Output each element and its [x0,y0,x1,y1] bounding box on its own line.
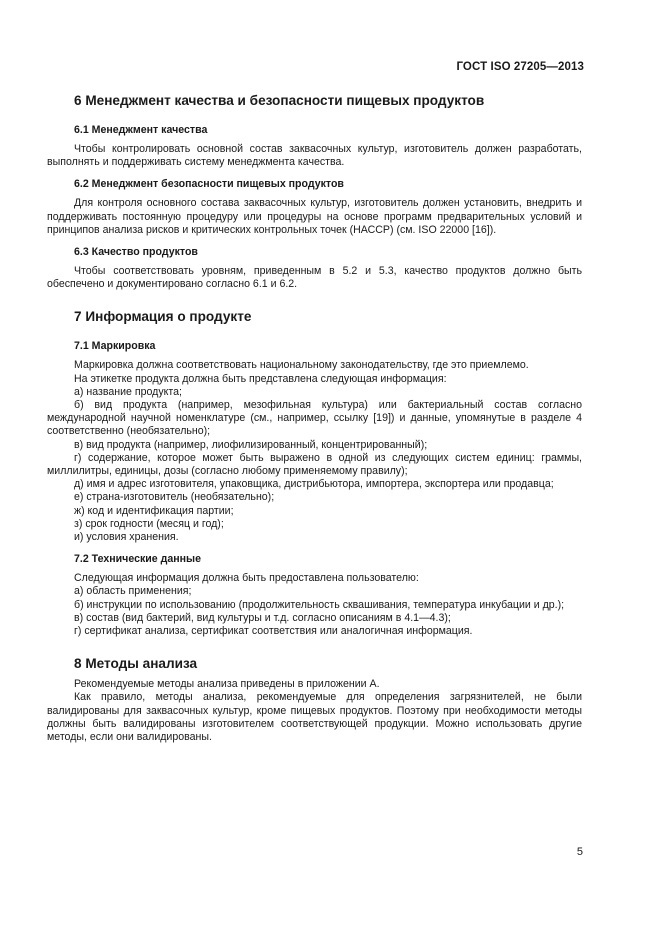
list-item: з) срок годности (месяц и год); [74,517,224,530]
list-item: б) вид продукта (например, мезофильная культура) или бактериальный состав согласно международной научной номенклатуре (см., например, ссылку [19]) и данные, упомянутые в разделе 4 соответственно (необязательно); [47,399,582,438]
list-item: г) сертификат анализа, сертификат соответствия или аналогичная информация. [74,625,473,638]
page-number: 5 [576,846,583,858]
list-item: Следующая информация должна быть предоставлена пользователю: [74,572,419,585]
section-8-title: 8 Методы анализа [74,656,198,672]
list-item: д) имя и адрес изготовителя, упаковщика, дистрибьютора, импортера, экспортера или продавца; [74,478,554,491]
list-item: Маркировка должна соответствовать национальному законодательству, где это приемлемо. [74,359,529,372]
list-item: а) область применения; [74,585,192,598]
paragraph: Как правило, методы анализа, рекомендуемые для определения загрязнителей, не были валидированы для заквасочных культур, кроме пищевых продуктов. Поэтому при необходимости методы должны быть валидированы изготовителем соответствующей продукции. Можно использовать другие методы, если они валидированы. [47,691,582,744]
list-item: На этикетке продукта должна быть представлена следующая информация: [74,372,447,385]
section-6-3-text: Чтобы соответствовать уровням, приведенным в 5.2 и 5.3, качество продуктов должно быть обеспечено и документировано согласно 6.1 и 6.2. [47,265,582,291]
list-item: г) содержание, которое может быть выражено в одной из следующих систем единиц: граммы, миллилитры, единицы, дозы (согласно любому применяемому правилу); [47,451,582,478]
paragraph: Рекомендуемые методы анализа приведены в приложении А. [74,678,380,691]
section-6-title: 6 Менеджмент качества и безопасности пищевых продуктов [74,93,485,108]
section-7-title: 7 Информация о продукте [74,309,252,325]
section-6-1-text: Чтобы контролировать основной состав заквасочных культур, изготовитель должен разработать, выполнять и поддерживать систему менеджмента качества. [47,143,582,169]
section-6-2-title: 6.2 Менеджмент безопасности пищевых продуктов [74,178,344,191]
section-7-2-title: 7.2 Технические данные [74,553,201,566]
section-6-2-text: Для контроля основного состава заквасочных культур, изготовитель должен установить, внедрить и поддерживать постоянную процедуру или процедуры на основе программ предварительных условий и принципов анализа рисков и критических контрольных точек (НАССР) (см. ISO 22000 [16]). [47,197,582,236]
section-6-1-title: 6.1 Менеджмент качества [74,124,208,136]
list-item: ж) код и идентификация партии; [74,504,234,517]
document-body [47,92,582,744]
list-item: в) состав (вид бактерий, вид культуры и т.д. согласно описаниям в 4.1—4.3); [74,611,451,624]
document-code: ГОСТ ISO 27205—2013 [456,61,584,73]
list-item: е) страна-изготовитель (необязательно); [74,491,275,504]
list-item: б) инструкции по использованию (продолжительность сквашивания, температура инкубации и др.); [74,598,565,611]
list-item: и) условия хранения. [74,531,179,544]
list-item: а) название продукта; [74,385,182,398]
section-7-1-title: 7.1 Маркировка [74,340,156,353]
list-item: в) вид продукта (например, лиофилизированный, концентрированный); [74,438,428,451]
section-6-3-title: 6.3 Качество продуктов [74,246,198,259]
